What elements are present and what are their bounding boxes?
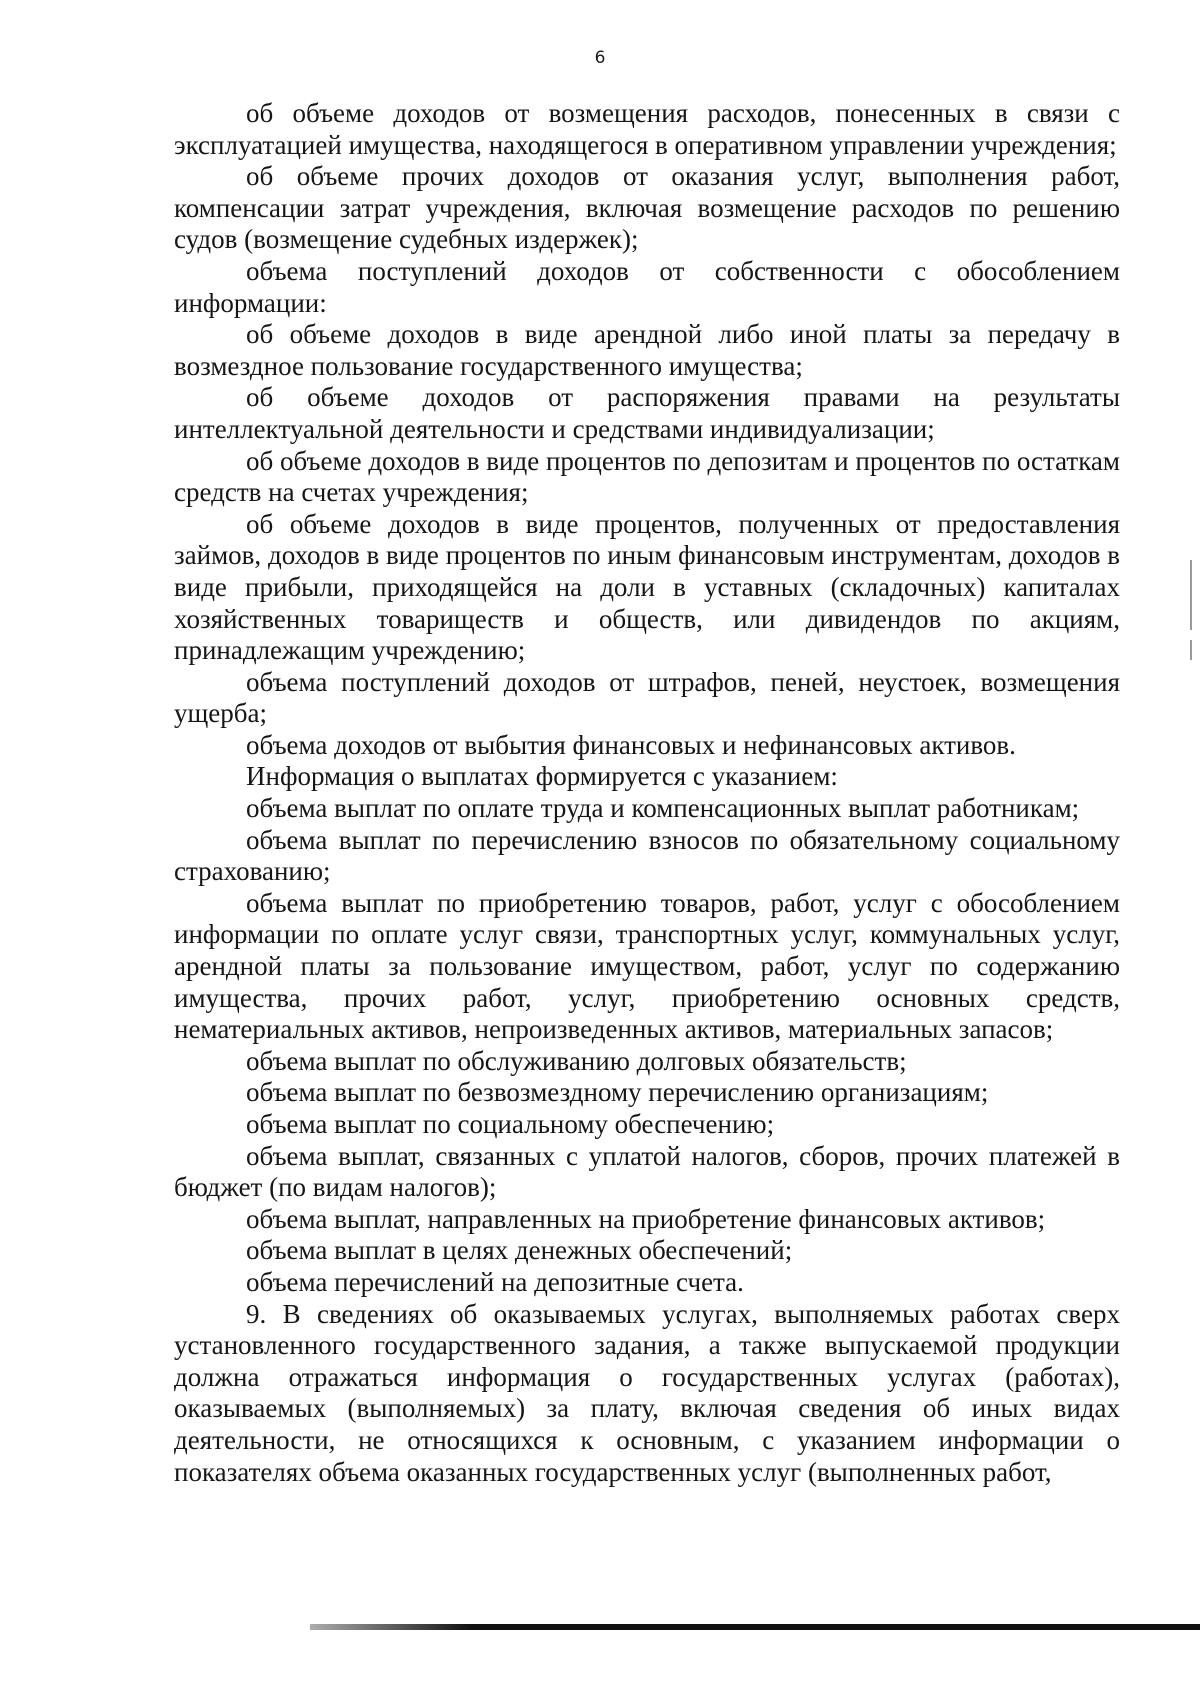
paragraph: Информация о выплатах формируется с указанием: bbox=[246, 761, 838, 792]
page-number: 6 bbox=[594, 48, 606, 68]
paragraph: об объеме доходов в виде процентов по депозитам и процентов по остаткам средств на счетах учреждения; bbox=[174, 445, 1121, 508]
scan-artifact-line bbox=[310, 1624, 1200, 1630]
paragraph: объема выплат по безвозмездному перечислению организациям; bbox=[246, 1077, 989, 1108]
paragraph: объема выплат по приобретению товаров, работ, услуг с обособлением информации по оплате услуг связи, транспортных услуг, коммунальных услуг, арендной платы за пользование имуществом, работ, услуг по содержанию имущества, прочих работ, услуг, приобретению основных средств, нематериальных активов, непроизведенных активов, материальных запасов; bbox=[174, 887, 1120, 1045]
paragraph: объема выплат по социальному обеспечению; bbox=[246, 1109, 775, 1139]
paragraph: объема выплат, направленных на приобретение финансовых активов; bbox=[246, 1203, 1046, 1234]
paragraph: объема поступлений доходов от собственности с обособлением информации: bbox=[174, 255, 1120, 318]
paragraph: объема выплат, связанных с уплатой налогов, сборов, прочих платежей в бюджет (по видам налогов); bbox=[174, 1140, 1120, 1203]
paragraph: объема доходов от выбытия финансовых и нефинансовых активов. bbox=[246, 729, 1016, 760]
paragraph: об объеме доходов в виде арендной либо иной платы за передачу в возмездное пользование государственного имущества; bbox=[174, 319, 1120, 381]
scan-edge-mark bbox=[1190, 560, 1192, 630]
paragraph: об объеме доходов в виде процентов, полученных от предоставления займов, доходов в виде процентов по иным финансовым инструментам, доходов в виде прибыли, приходящейся на доли в уставных (складочных) капиталах хозяйственных товариществ и обществ, или дивидендов по акциям, принадлежащим учреждению; bbox=[174, 508, 1120, 666]
paragraph: объема выплат в целях денежных обеспечений; bbox=[246, 1235, 793, 1266]
paragraph: объема выплат по оплате труда и компенсационных выплат работникам; bbox=[246, 793, 1080, 824]
paragraph: объема перечислений на депозитные счета. bbox=[246, 1266, 744, 1297]
scan-edge-mark bbox=[1190, 640, 1192, 660]
paragraph: об объеме доходов от возмещения расходов, понесенных в связи с эксплуатацией имущества, находящегося в оперативном управлении учреждения; bbox=[174, 98, 1120, 160]
paragraph: объема поступлений доходов от штрафов, пеней, неустоек, возмещения ущерба; bbox=[174, 666, 1120, 729]
paragraph: об объеме прочих доходов от оказания услуг, выполнения работ, компенсации затрат учреждения, включая возмещение расходов по решению судов (возмещение судебных издержек); bbox=[174, 161, 1120, 255]
paragraph: объема выплат по обслуживанию долговых обязательств; bbox=[246, 1045, 907, 1076]
paragraph: об объеме доходов от распоряжения правами на результаты интеллектуальной деятельности и средствами индивидуализации; bbox=[174, 382, 1120, 444]
paragraph: 9. В сведениях об оказываемых услугах, выполняемых работах сверх установленного государственного задания, а также выпускаемой продукции должна отражаться информация о государственных услугах (работах), оказываемых (выполняемых) за плату, включая сведения об иных видах деятельности, не относящихся к основным, с указанием информации о показателях объема оказанных государственных услуг (выполненных работ, bbox=[174, 1298, 1120, 1487]
paragraph: объема выплат по перечислению взносов по обязательному социальному страхованию; bbox=[174, 824, 1120, 887]
document-body bbox=[174, 98, 1120, 1488]
